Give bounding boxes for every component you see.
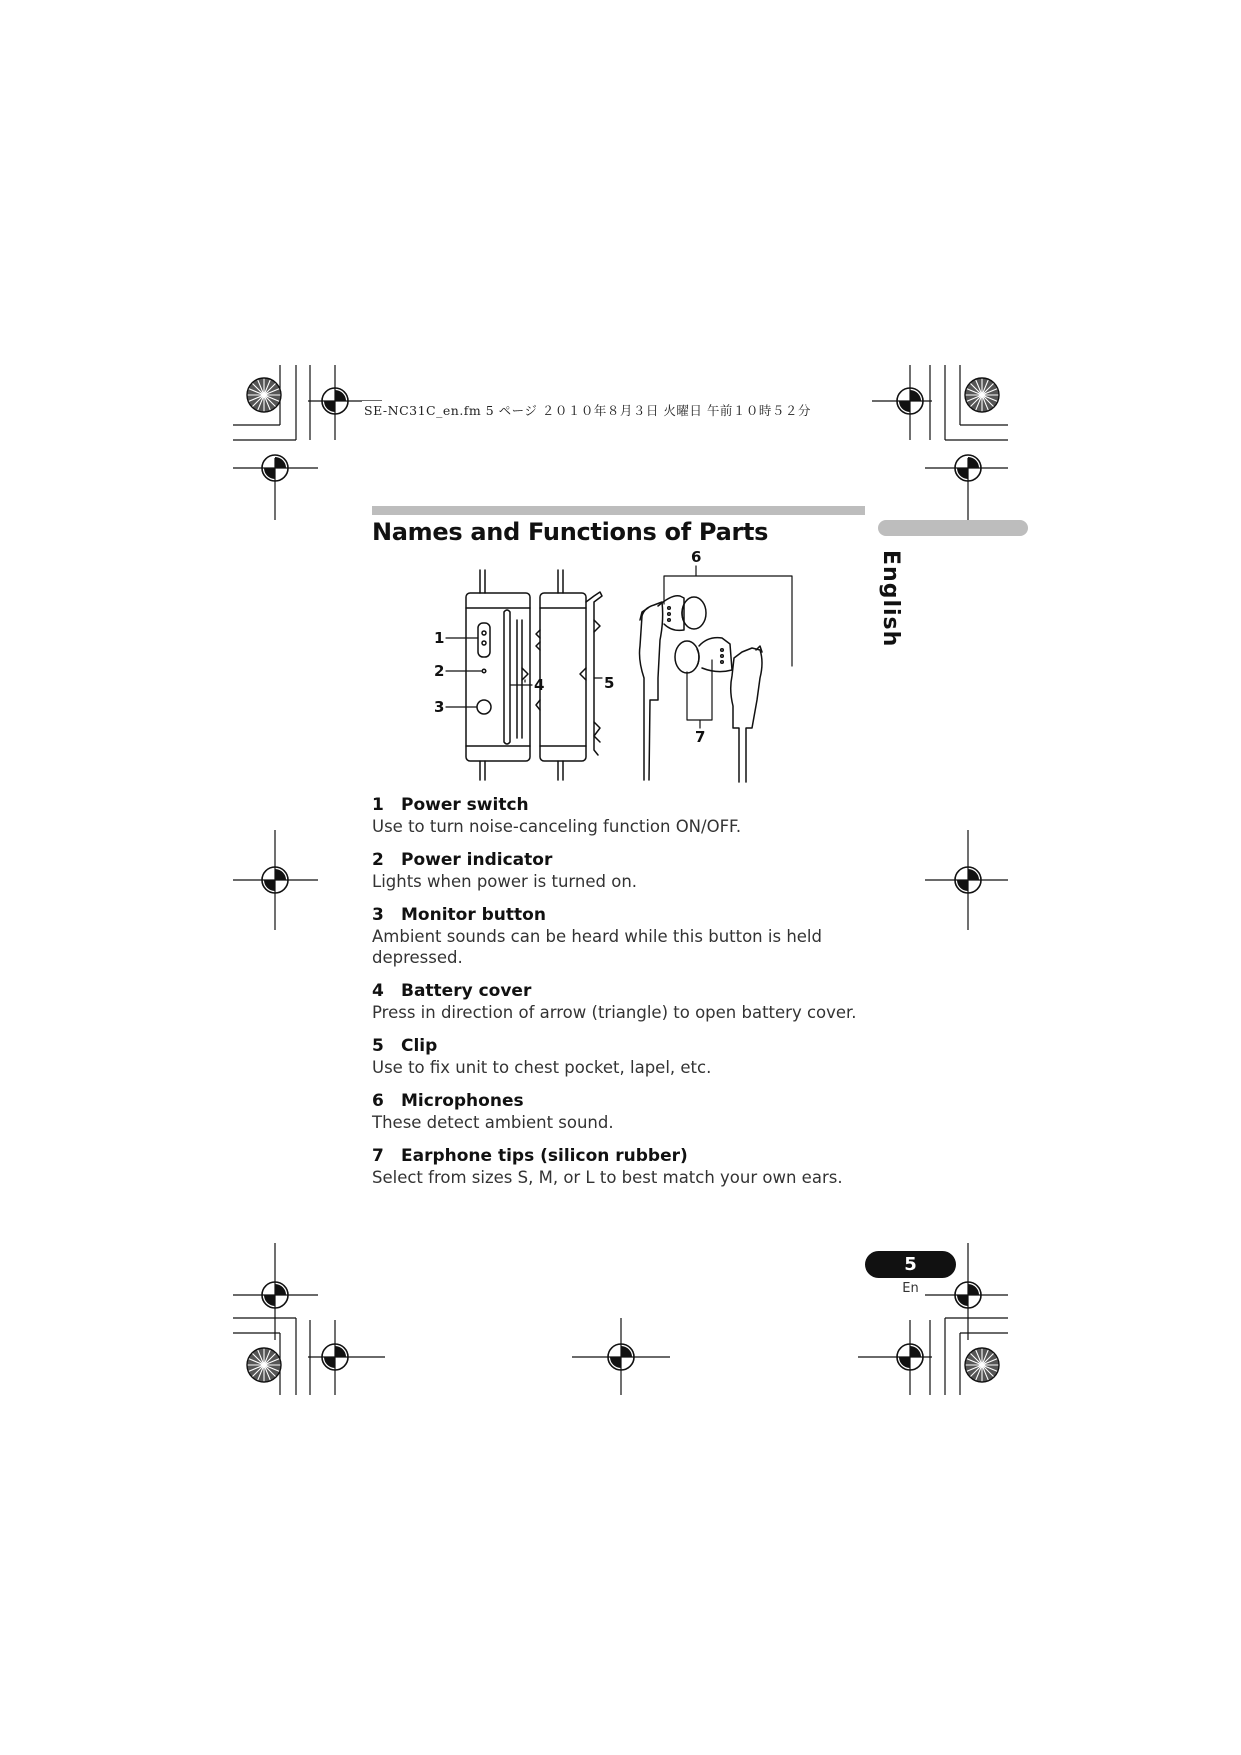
part-number: 6 (372, 1091, 384, 1111)
part-description: Use to turn noise-canceling function ON/OFF. (372, 817, 742, 836)
control-unit-front (466, 570, 530, 780)
part-name: Microphones (401, 1091, 524, 1111)
part-description: Select from sizes S, M, or L to best match your own ears. (372, 1168, 843, 1187)
control-unit-side (536, 570, 602, 780)
part-name: Earphone tips (silicon rubber) (401, 1146, 688, 1166)
part-number: 7 (372, 1146, 384, 1166)
callout-6: 6 (691, 550, 702, 566)
part-description: Use to fix unit to chest pocket, lapel, etc. (372, 1058, 712, 1077)
callout-4: 4 (534, 676, 545, 694)
page-language-code: En (902, 1281, 919, 1296)
part-description: Press in direction of arrow (triangle) to open battery cover. (372, 1003, 857, 1022)
part-number: 5 (372, 1036, 384, 1056)
part-description: Ambient sounds can be heard while this button is held depressed. (372, 927, 822, 967)
part-item (372, 849, 872, 892)
part-number: 2 (372, 850, 384, 870)
part-name: Power indicator (401, 850, 553, 870)
part-item (372, 904, 872, 968)
callout-5: 5 (604, 674, 615, 692)
part-number: 4 (372, 981, 384, 1001)
callout-1: 1 (434, 629, 445, 647)
part-name: Monitor button (401, 905, 546, 925)
part-item (372, 980, 872, 1023)
page-title: Names and Functions of Parts (372, 518, 769, 546)
callout-7: 7 (695, 728, 706, 746)
part-name: Power switch (401, 795, 529, 815)
page-number-badge: 5 (865, 1251, 956, 1278)
part-name: Clip (401, 1036, 438, 1056)
part-name: Battery cover (401, 981, 532, 1001)
part-item (372, 1035, 872, 1078)
part-description: These detect ambient sound. (372, 1113, 614, 1132)
language-tab-bar (878, 520, 1028, 536)
file-info-header: SE-NC31C_en.fm 5 ページ ２０１０年８月３日 火曜日 午前１０時５２分 (364, 403, 811, 418)
earphone-left (640, 596, 707, 780)
part-description: Lights when power is turned on. (372, 872, 638, 891)
title-rule (372, 506, 865, 515)
part-number: 1 (372, 795, 384, 815)
part-item (372, 1090, 872, 1133)
callout-leaders (446, 566, 792, 728)
part-item (372, 1145, 872, 1188)
parts-list (372, 794, 872, 1200)
callout-2: 2 (434, 662, 445, 680)
language-tab-label: English (878, 550, 903, 648)
part-item (372, 794, 872, 837)
callout-3: 3 (434, 698, 445, 716)
part-number: 3 (372, 905, 384, 925)
parts-diagram (372, 550, 812, 790)
earphone-right (675, 638, 762, 782)
